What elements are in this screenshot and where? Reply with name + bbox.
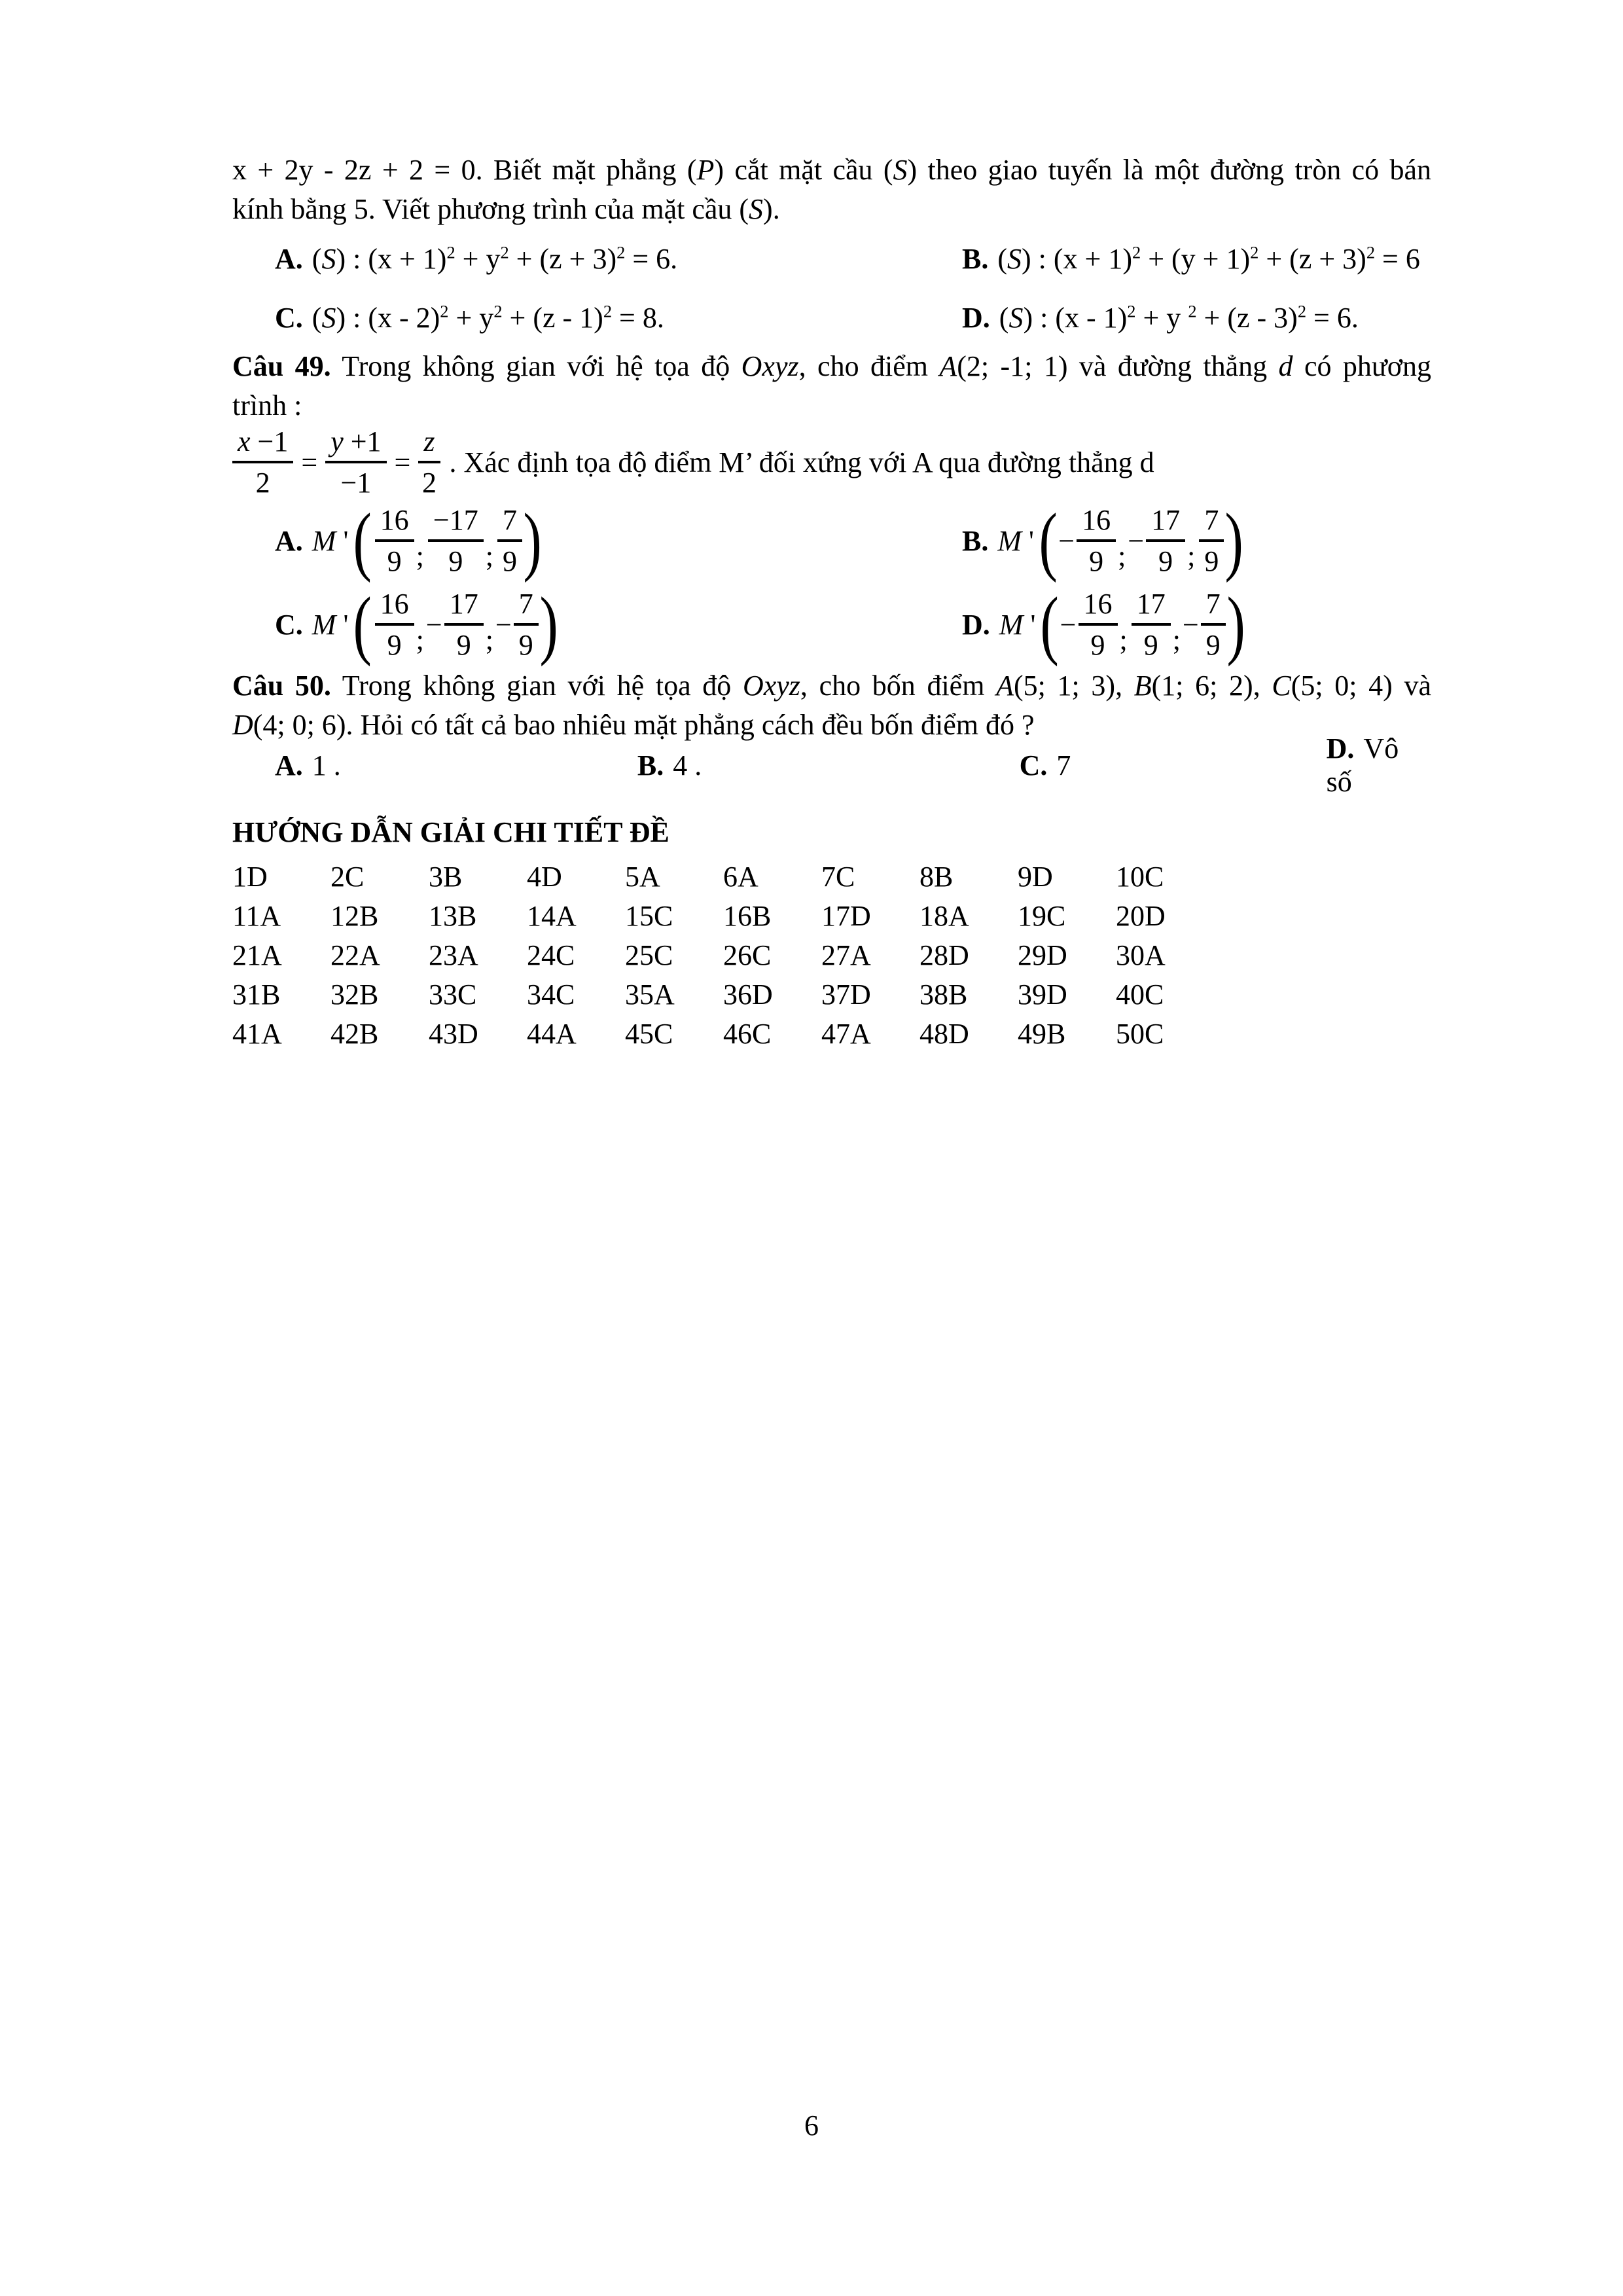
answer-key-cell: 1D: [232, 861, 268, 893]
option-label-b: B.: [962, 242, 989, 275]
answer-key-cell: 23A: [429, 939, 478, 971]
answer-key-cell: 12B: [330, 900, 379, 932]
answer-key-cell: 15C: [625, 900, 673, 932]
q50-question-line-2: D(4; 0; 6). Hỏi có tất cả bao nhiêu mặt phẳng cách đều bốn điểm đó ?: [232, 709, 1035, 741]
option-label-a: A.: [275, 749, 303, 781]
fraction: [1132, 587, 1171, 662]
answer-key-cell: 48D: [919, 1018, 969, 1050]
coordinates: [1060, 587, 1226, 662]
answer-key-cell: 47A: [821, 1018, 871, 1050]
option-value: Vô số: [1326, 732, 1399, 798]
numerator: 7: [1199, 503, 1224, 542]
numerator: 16: [1079, 587, 1118, 626]
answer-key-cell: 21A: [232, 939, 282, 971]
q49-option-c: [275, 583, 962, 666]
equals-sign: =: [301, 446, 318, 478]
answer-key-cell: 30A: [1116, 939, 1166, 971]
solution-guide-heading: HƯỚNG DẪN GIẢI CHI TIẾT ĐỀ: [232, 816, 669, 848]
option-label-c: C.: [275, 301, 303, 334]
open-paren: (: [1040, 581, 1060, 667]
q48-option-a: [275, 229, 962, 288]
answer-key-cell: 20D: [1116, 900, 1166, 932]
fraction: [444, 587, 484, 662]
denominator: 9: [1205, 629, 1221, 661]
numerator: 7: [514, 587, 539, 626]
separator: ;: [485, 624, 493, 656]
coordinates: [1058, 503, 1224, 578]
option-value: 1 .: [312, 749, 341, 781]
separator: ;: [1187, 540, 1196, 572]
numerator: y +1: [325, 425, 386, 463]
page-number: 6: [804, 2109, 819, 2142]
answer-key-cell: 44A: [527, 1018, 577, 1050]
denominator: 2: [255, 467, 270, 499]
answer-key-cell: 3B: [429, 861, 463, 893]
denominator: 9: [387, 629, 402, 661]
q48-option-d: [962, 288, 1431, 347]
numerator: −17: [428, 503, 484, 542]
coordinate-y: [1130, 587, 1171, 662]
fraction: [375, 503, 414, 578]
answer-key-cell: 38B: [919, 978, 968, 1011]
option-value: 7: [1056, 749, 1071, 781]
answer-key-cell: 27A: [821, 939, 871, 971]
q49-options: [232, 499, 1431, 666]
answer-key-cell: 5A: [625, 861, 660, 893]
option-label-b: B.: [962, 524, 989, 557]
option-formula: (S) : $(x + 1)^2 + (y + 1)^2 + (z + 3)^2 = 6$: [997, 242, 1420, 275]
answer-key-cell: 41A: [232, 1018, 282, 1050]
q48-text-line-1: x + 2y - 2z + 2 = 0. Biết mặt phẳng (P) cắt mặt cầu (S) theo giao tuyến là một đường tròn có bán: [232, 154, 1432, 186]
q49-option-a: [275, 499, 962, 583]
numerator: 16: [1077, 503, 1116, 542]
fraction: [1199, 503, 1224, 578]
answer-key-cell: 43D: [429, 1018, 478, 1050]
numerator: 17: [1132, 587, 1171, 626]
fraction: [1146, 503, 1185, 578]
denominator: 9: [502, 545, 517, 577]
answer-key-cell: 28D: [919, 939, 969, 971]
numerator: z: [418, 425, 440, 463]
answer-key-cell: 37D: [821, 978, 871, 1011]
coordinate-z: [495, 587, 539, 662]
separator: ;: [1119, 624, 1128, 656]
coordinate-y: [1128, 503, 1185, 578]
close-paren: ): [1226, 581, 1245, 667]
numerator: 7: [497, 503, 522, 542]
answer-key-cell: 13B: [429, 900, 477, 932]
denominator: 9: [448, 545, 463, 577]
point-m-prime: M ': [312, 524, 349, 557]
coordinate-x: [1060, 587, 1118, 662]
minus-sign: −: [1060, 608, 1077, 641]
fraction: [375, 587, 414, 662]
coordinate-x: [373, 587, 414, 662]
separator: ;: [485, 540, 493, 572]
answer-key-cell: 9D: [1018, 861, 1053, 893]
q49-option-b: [962, 499, 1431, 583]
minus-sign: −: [1058, 524, 1075, 557]
option-label-d: D.: [1326, 732, 1355, 764]
separator: ;: [416, 540, 424, 572]
q50-option-d: [1327, 732, 1431, 798]
fraction-z: [418, 425, 440, 499]
coordinate-y: [426, 503, 484, 578]
fraction-y: [325, 425, 386, 499]
answer-key-cell: 26C: [723, 939, 772, 971]
answer-key-cell: 49B: [1018, 1018, 1066, 1050]
point-m-prime: M ': [312, 608, 349, 641]
fraction: [1201, 587, 1226, 662]
answer-key-cell: 7C: [821, 861, 855, 893]
coordinates: [373, 503, 522, 578]
q48-option-c: [275, 288, 962, 347]
q50-options: [232, 732, 1431, 798]
numerator: 17: [1146, 503, 1185, 542]
close-paren: ): [539, 581, 558, 667]
answer-key-cell: 45C: [625, 1018, 673, 1050]
answer-key-cell: 11A: [232, 900, 281, 932]
answer-key-cell: 8B: [919, 861, 954, 893]
separator: ;: [1172, 624, 1181, 656]
page-content: [232, 151, 1431, 1054]
q49-instruction-text: . Xác định tọa độ điểm M’ đối xứng với A qua đường thẳng d: [449, 446, 1154, 478]
q48-text-line-2: kính bằng 5. Viết phương trình của mặt cầu (S).: [232, 193, 780, 225]
option-formula: (S) : $(x + 1)^2 + y^2 + (z + 3)^2 = 6$.: [312, 242, 678, 275]
answer-key-cell: 32B: [330, 978, 379, 1011]
equals-sign: =: [394, 446, 411, 478]
denominator: 2: [421, 467, 437, 499]
fraction: [1077, 503, 1116, 578]
answer-key-cell: 6A: [723, 861, 758, 893]
minus-sign: −: [1128, 524, 1145, 557]
fraction: [497, 503, 522, 578]
answer-key-cell: 42B: [330, 1018, 379, 1050]
close-paren: ): [1224, 497, 1244, 583]
q48-options: [232, 229, 1431, 347]
answer-key-cell: 50C: [1116, 1018, 1164, 1050]
q49-question-line-1: Câu 49. Trong không gian với hệ tọa độ Oxyz, cho điểm A(2; -1; 1) và đường thẳng d có phương: [232, 350, 1431, 382]
close-paren: ): [523, 497, 542, 583]
denominator: −1: [340, 467, 372, 499]
answer-key-cell: 40C: [1116, 978, 1164, 1011]
option-label-a: A.: [275, 524, 303, 557]
q49-line-equation: [232, 425, 1431, 499]
minus-sign: −: [1182, 608, 1199, 641]
q50-option-a: [275, 749, 637, 782]
coordinate-z: [1183, 587, 1226, 662]
denominator: 9: [387, 545, 402, 577]
option-label-b: B.: [637, 749, 664, 781]
separator: ;: [1118, 540, 1126, 572]
option-label-c: C.: [275, 608, 303, 641]
fraction: [428, 503, 484, 578]
fraction: [1079, 587, 1118, 662]
answer-key-cell: 31B: [232, 978, 281, 1011]
open-paren: (: [1039, 497, 1058, 583]
numerator: x −1: [232, 425, 293, 463]
coordinate-y: [426, 587, 484, 662]
numerator: 7: [1201, 587, 1226, 626]
point-m-prime: M ': [997, 524, 1034, 557]
option-formula: (S) : $(x - 2)^2 + y^2 + (z - 1)^2 = 8$.: [312, 300, 664, 334]
option-formula: (S) : (x - 1)$^2$ + y $^2$ + (z - 3)$^2$ = 6.: [999, 300, 1359, 334]
denominator: 9: [1143, 629, 1158, 661]
answer-key-cell: 24C: [527, 939, 575, 971]
minus-sign: −: [495, 608, 512, 641]
q49-question-line-2: trình :: [232, 389, 302, 422]
answer-key-cell: 46C: [723, 1018, 772, 1050]
answer-key-cell: 18A: [919, 900, 969, 932]
fraction: [514, 587, 539, 662]
denominator: 9: [518, 629, 533, 661]
q50-option-b: [637, 749, 1020, 782]
answer-key-cell: 10C: [1116, 861, 1164, 893]
answer-key-cell: 29D: [1018, 939, 1067, 971]
answer-key-cell: 33C: [429, 978, 477, 1011]
q48-option-b: [962, 229, 1431, 288]
option-label-a: A.: [275, 242, 303, 275]
answer-key-cell: 36D: [723, 978, 773, 1011]
q49-option-d: [962, 583, 1431, 666]
coordinates: [373, 587, 539, 662]
answer-key-cell: 25C: [625, 939, 673, 971]
q50-question-line-1: Câu 50. Trong không gian với hệ tọa độ Oxyz, cho bốn điểm A(5; 1; 3), B(1; 6; 2), C(5; 0; 4) và: [232, 670, 1432, 702]
answer-key-table: [232, 857, 1431, 1054]
denominator: 9: [1158, 545, 1173, 577]
coordinate-z: [495, 503, 522, 578]
numerator: 16: [375, 587, 414, 626]
numerator: 17: [444, 587, 484, 626]
option-value: 4 .: [673, 749, 702, 781]
option-label-d: D.: [962, 301, 990, 334]
answer-key-cell: 14A: [527, 900, 577, 932]
coordinate-z: [1197, 503, 1224, 578]
option-label-d: D.: [962, 608, 990, 641]
denominator: 9: [1089, 545, 1104, 577]
denominator: 9: [1090, 629, 1105, 661]
numerator: 16: [375, 503, 414, 542]
answer-key-cell: 39D: [1018, 978, 1067, 1011]
q50-option-c: [1020, 749, 1327, 782]
denominator: 9: [1204, 545, 1219, 577]
answer-key-cell: 17D: [821, 900, 871, 932]
coordinate-x: [373, 503, 414, 578]
answer-key-cell: 34C: [527, 978, 575, 1011]
answer-key-cell: 35A: [625, 978, 675, 1011]
option-label-c: C.: [1019, 749, 1048, 781]
answer-key-cell: 2C: [330, 861, 365, 893]
answer-key-cell: 19C: [1018, 900, 1066, 932]
denominator: 9: [456, 629, 471, 661]
answer-key-cell: 16B: [723, 900, 772, 932]
minus-sign: −: [425, 608, 442, 641]
point-m-prime: M ': [999, 608, 1036, 641]
open-paren: (: [353, 581, 372, 667]
separator: ;: [416, 624, 424, 656]
fraction-x: [232, 425, 293, 499]
answer-key-cell: 22A: [330, 939, 380, 971]
answer-key-cell: 4D: [527, 861, 562, 893]
open-paren: (: [353, 497, 372, 583]
coordinate-x: [1058, 503, 1116, 578]
